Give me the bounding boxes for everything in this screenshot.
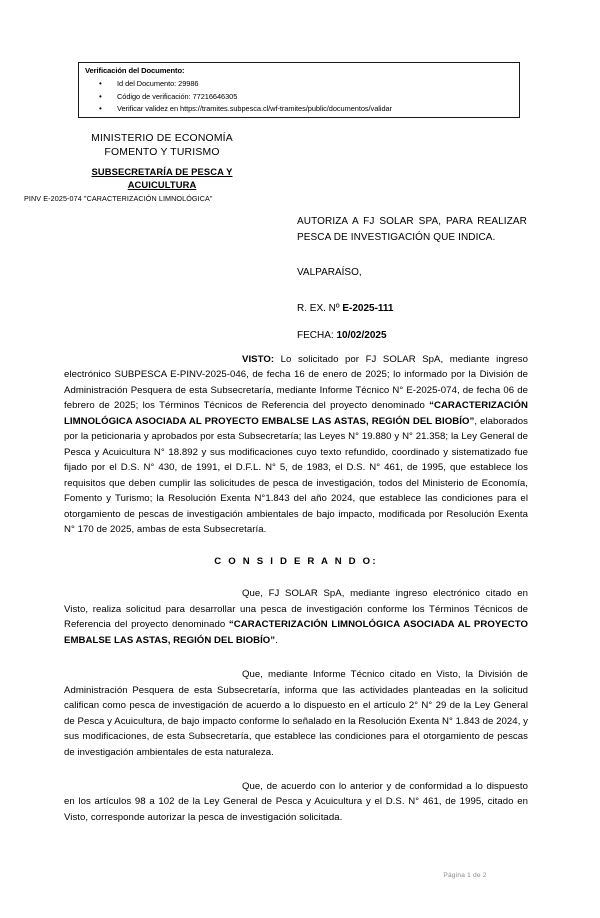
visto-project-name: “CARACTERIZACIÓN LIMNOLÓGICA ASOCIADA AL PROYECTO EMBALSE LAS ASTAS, REGIÓN DEL BIOBÍO” (64, 400, 528, 427)
verification-item-text: Código de verificación: 77216646305 (117, 91, 238, 101)
considerando-heading: C O N S I D E R A N D O: (214, 556, 378, 568)
verification-box (78, 62, 520, 118)
date-value: 10/02/2025 (336, 329, 387, 341)
title-block (297, 214, 527, 344)
ministry-line-2: FOMENTO Y TURISMO (104, 147, 220, 159)
border-notch-bottom (257, 115, 279, 118)
bullet-icon: • (99, 104, 102, 114)
considerando-1-text-part-1: Que, FJ SOLAR SpA, mediante ingreso electrónico citado en Visto, realiza solicitud para desarrollar una pesca de investigación conforme los Términos Técnicos de Referencia del proyecto denominado (64, 588, 528, 631)
paragraph-visto (64, 352, 528, 537)
border-notch-top (279, 62, 301, 65)
considerando-1-project-name: “CARACTERIZACIÓN LIMNOLÓGICA ASOCIADA AL PROYECTO EMBALSE LAS ASTAS, REGIÓN DEL BIOBÍO” (64, 619, 528, 646)
spacer (64, 569, 528, 586)
bullet-icon: • (99, 79, 102, 88)
paragraph-considerando-3: Que, de acuerdo con lo anterior y de conformidad a lo dispuesto en los artículos 98 a 102 de la Ley General de Pesca y Acuicultura y el D.S. N° 461, de 1995, citado en Visto, corresponde autorizar la pesca de investigación solicitada. (64, 780, 528, 823)
page-footer: Página 1 de 2 (443, 872, 487, 879)
document-subject: AUTORIZA A FJ SOLAR SPA, PARA REALIZAR PESCA DE INVESTIGACIÓN QUE INDICA. (297, 216, 527, 244)
visto-label: VISTO: (242, 354, 275, 365)
verification-item-url (99, 103, 392, 116)
spacer (64, 648, 528, 667)
issue-city: VALPARAÍSO, (297, 266, 362, 278)
date-label: FECHA: (297, 329, 337, 341)
considerando-1-text-part-2: . (275, 634, 278, 646)
date-line (297, 328, 527, 344)
bullet-icon: • (99, 91, 102, 101)
document-body (64, 352, 528, 825)
subsecretaria-heading (44, 166, 280, 191)
resolution-label: R. EX. Nº (297, 302, 343, 314)
verification-item-list (99, 78, 392, 116)
spacer (64, 760, 528, 779)
paragraph-considerando-2: Que, mediante Informe Técnico citado en Visto, la División de Administración Pesquera de esta Subsecretaría, informa que las actividades planteadas en la solicitud califican como pesca de investigación de acuerdo a lo dispuesto en el artículo 2° N° 29 de la Ley General de Pesca y Acuicultura, de bajo impacto conforme lo señalado en la Resolución Exenta N° 1.843 de 2024, y sus modificaciones, de esta Subsecretaría, que establece las condiciones para el otorgamiento de pescas de investigación ambientales de esta naturaleza. (64, 669, 528, 758)
verification-title: Verificación del Documento: (85, 66, 185, 75)
subsecretaria-line-2: ACUICULTURA (127, 178, 197, 190)
spacer (64, 537, 528, 554)
visto-text-part-2: , elaborados por la peticionaria y aprobados por esta Subsecretaría; las Leyes N° 19.880 y N° 21.358; la Ley General de Pesca y Acuicultura N° 18.892 y sus modificaciones cuyo texto refundido, coordinado y sistematizado fue fijado por el D.S. N° 430, de 1991, el D.F.L. N° 5, de 1983, el D.S. N° 461, de 1995, que establece los requisitos que deben cumplir las solicitudes de pesca de investigación, todos del Ministerio de Economía, Fomento y Turismo; la Resolución Exenta N°1.843 del año 2024, que establece las condiciones para el otorgamiento de pescas de investigación ambientales de bajo impacto, modificada por Resolución Exenta N° 170 de 2025, ambas de esta Subsecretaría. (64, 415, 529, 535)
resolution-number: E-2025-111 (342, 302, 394, 314)
ministry-line-1: MINISTERIO DE ECONOMÍA (91, 133, 233, 144)
resolution-line (297, 301, 527, 317)
ministry-heading (44, 132, 280, 161)
verification-item-text: Id del Documento: 29986 (117, 79, 199, 88)
project-code-label: PINV E-2025-074 "CARACTERIZACIÓN LIMNOLÓGICA" (24, 194, 213, 203)
visto-text-part-1: Lo solicitado por FJ SOLAR SpA, mediante ingreso electrónico SUBPESCA E-PINV-2025-046, de fecha 16 de enero de 2025; lo informado por la División de Administración Pesquera de esta Subsecretaría, mediante Informe Técnico N° E-2025-074, de fecha 06 de febrero de 2025; los Términos Técnicos de Referencia del proyecto denominado (64, 354, 528, 412)
verification-item-document-id (99, 78, 392, 91)
paragraph-considerando-1 (64, 586, 528, 648)
subsecretaria-line-1: SUBSECRETARÍA DE PESCA Y (91, 166, 233, 177)
verification-item-text: Verificar validez en https://tramites.subpesca.cl/wf-tramites/public/documentos/validar (117, 104, 392, 114)
verification-item-code (99, 91, 392, 104)
